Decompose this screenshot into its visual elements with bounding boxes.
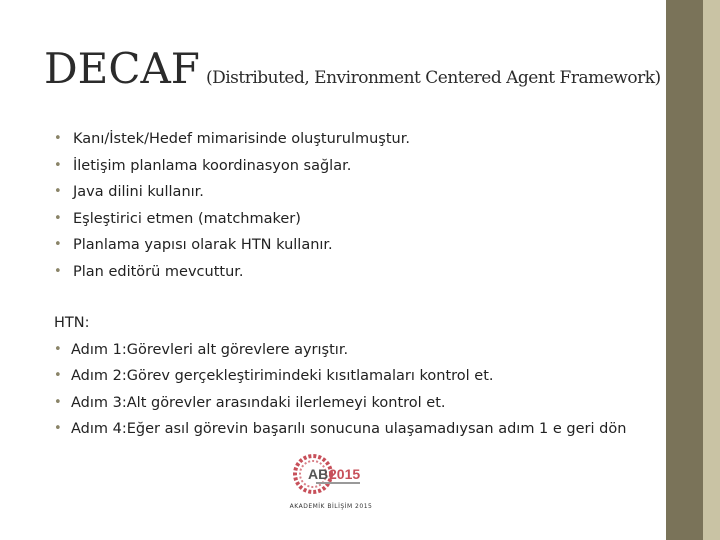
bullet-icon: • [54, 421, 62, 437]
bullet-icon: • [54, 341, 62, 357]
list-item: • Java dilini kullanır. [54, 179, 410, 206]
bullet-icon: • [54, 157, 62, 173]
bullet-icon: • [54, 210, 62, 226]
bullet-icon: • [54, 237, 62, 253]
list-item: • Adım 4:Eğer asıl görevin başarılı sonucuna ulaşamadıysan adım 1 e geri dön [54, 416, 626, 443]
svg-text:AB: AB [308, 466, 329, 482]
list-item: • Plan editörü mevcuttur. [54, 259, 410, 286]
svg-text:2015: 2015 [329, 466, 361, 482]
htn-title: HTN: [54, 315, 90, 331]
list-item: • Eşleştirici etmen (matchmaker) [54, 206, 410, 233]
logo-emblem [295, 456, 360, 492]
list-item: • Planlama yapısı olarak HTN kullanır. [54, 232, 410, 259]
list-item: • Adım 2:Görev gerçekleştirimindeki kısıtlamaları kontrol et. [54, 363, 626, 390]
list-item: • İletişim planlama koordinasyon sağlar. [54, 153, 410, 180]
title-subtitle: (Distributed, Environment Centered Agent Framework) [205, 68, 661, 88]
htn-step-list [54, 337, 626, 443]
list-item: • Kanı/İstek/Hedef mimarisinde oluşturulmuştur. [54, 126, 410, 153]
bullet-icon: • [54, 394, 62, 410]
bullet-icon: • [54, 263, 62, 279]
side-bar-light [703, 0, 720, 540]
list-item: • Adım 1:Görevleri alt görevlere ayrıştır. [54, 337, 626, 364]
bullet-icon: • [54, 131, 62, 146]
logo-caption: AKADEMİK BİLİŞİM 2015 [289, 503, 373, 510]
side-bar-dark [666, 0, 703, 540]
slide-title [44, 44, 661, 93]
htn-section [54, 310, 626, 443]
bullet-icon: • [54, 184, 62, 200]
feature-list [54, 126, 410, 286]
bullet-icon: • [54, 368, 62, 384]
list-item: • Adım 3:Alt görevler arasındaki ilerlemeyi kontrol et. [54, 390, 626, 417]
title-main: DECAF [44, 44, 200, 93]
